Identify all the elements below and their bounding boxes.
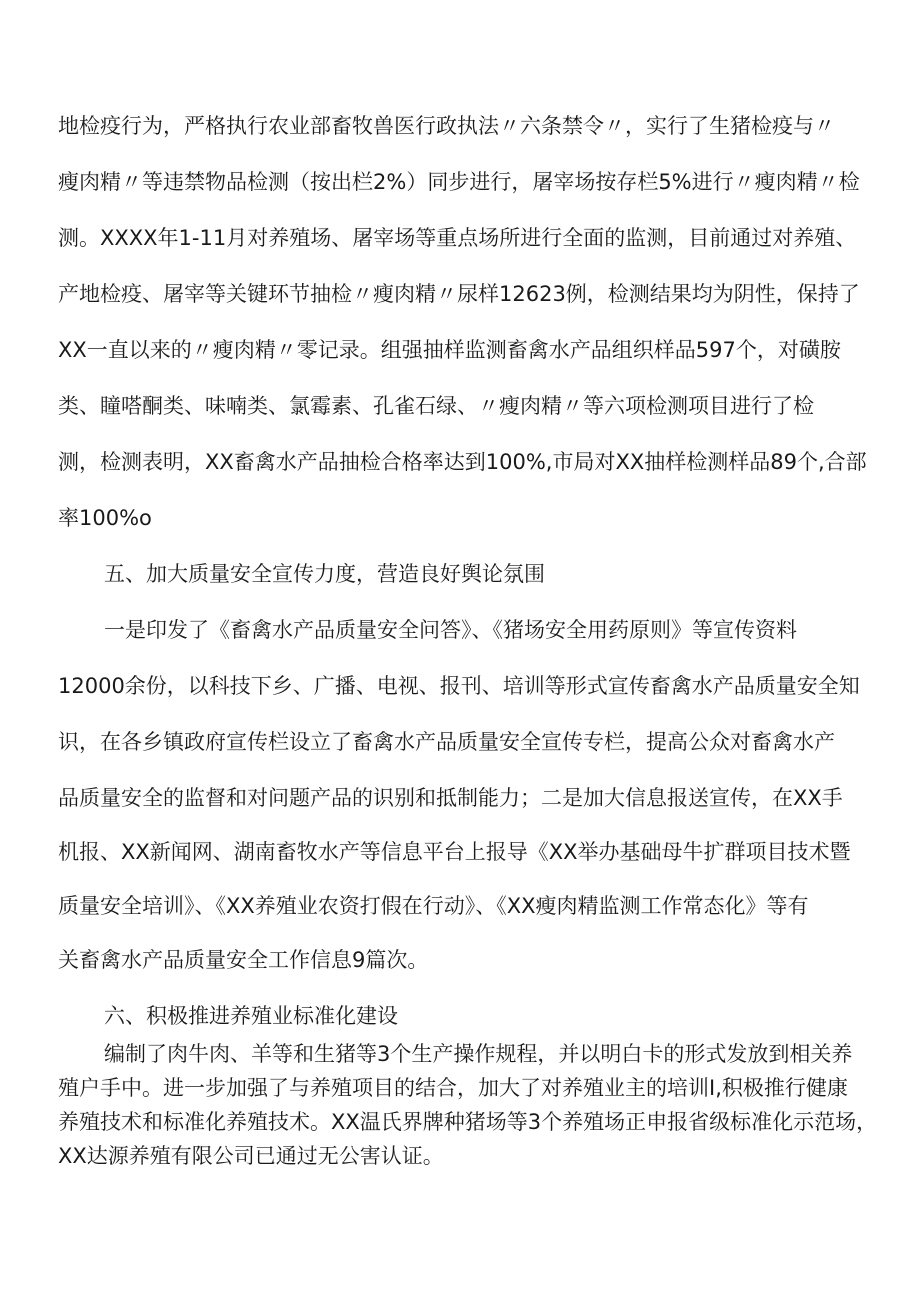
text-line: 类、瞳嗒酮类、味喃类、氯霉素、孔雀石绿、〃瘦肉精〃等六项检测项目进行了检 [58, 394, 814, 418]
text-line: 编制了肉牛肉、羊等和生猪等3个生产操作规程，并以明白卡的形式发放到相关养 [104, 1042, 853, 1066]
section-5-heading: 五、加大质量安全宣传力度，营造良好舆论氛围 [104, 562, 545, 586]
text-line: XX一直以来的〃瘦肉精〃零记录。组强抽样监测畜禽水产品组织样品597个，对磺胺 [58, 338, 841, 362]
text-line: 产地检疫、屠宰等关键环节抽检〃瘦肉精〃尿样12623例，检测结果均为阴性，保持了 [58, 282, 860, 306]
text-line: 一是印发了《畜禽水产品质量安全问答》、《猪场安全用药原则》等宣传资料 [104, 618, 797, 642]
text-line: 关畜禽水产品质量安全工作信息9篇次。 [58, 948, 429, 972]
text-line: 机报、XX新闻网、湖南畜牧水产等信息平台上报导《XX举办基础母牛扩群项目技术暨 [58, 840, 851, 864]
text-line: 测，检测表明，XX畜禽水产品抽检合格率达到100%,市局对XX抽样检测样品89个,合部 [58, 450, 867, 474]
text-line: 养殖技术和标准化养殖技术。XX温氏界牌种猪场等3个养殖场正申报省级标准化示范场， [58, 1110, 878, 1134]
text-line: 质量安全培训》、《XX养殖业农资打假在行动》、《XX瘦肉精监测工作常态化》等有 [58, 894, 809, 918]
text-line: 品质量安全的监督和对问题产品的识别和抵制能力；二是加大信息报送宣传，在XX手 [58, 786, 843, 810]
text-line: 地检疫行为，严格执行农业部畜牧兽医行政执法〃六条禁令〃，实行了生猪检疫与〃 [58, 114, 835, 138]
text-line: 测。XXXX年1-11月对养殖场、屠宰场等重点场所进行全面的监测，目前通过对养殖、 [58, 226, 857, 250]
text-line: 率100%o [58, 506, 152, 530]
section-6-heading: 六、积极推进养殖业标准化建设 [104, 1004, 398, 1028]
text-line: 12000余份，以科技下乡、广播、电视、报刊、培训等形式宣传畜禽水产品质量安全知 [58, 674, 860, 698]
text-line: 瘦肉精〃等违禁物品检测（按出栏2%）同步进行，屠宰场按存栏5%进行〃瘦肉精〃检 [58, 170, 860, 194]
text-line: 识，在各乡镇政府宣传栏设立了畜禽水产品质量安全宣传专栏，提高公众对畜禽水产 [58, 730, 835, 754]
text-line: XX达源养殖有限公司已通过无公害认证。 [58, 1144, 444, 1168]
text-line: 殖户手中。进一步加强了与养殖项目的结合，加大了对养殖业主的培训I,积极推行健康 [58, 1076, 848, 1100]
